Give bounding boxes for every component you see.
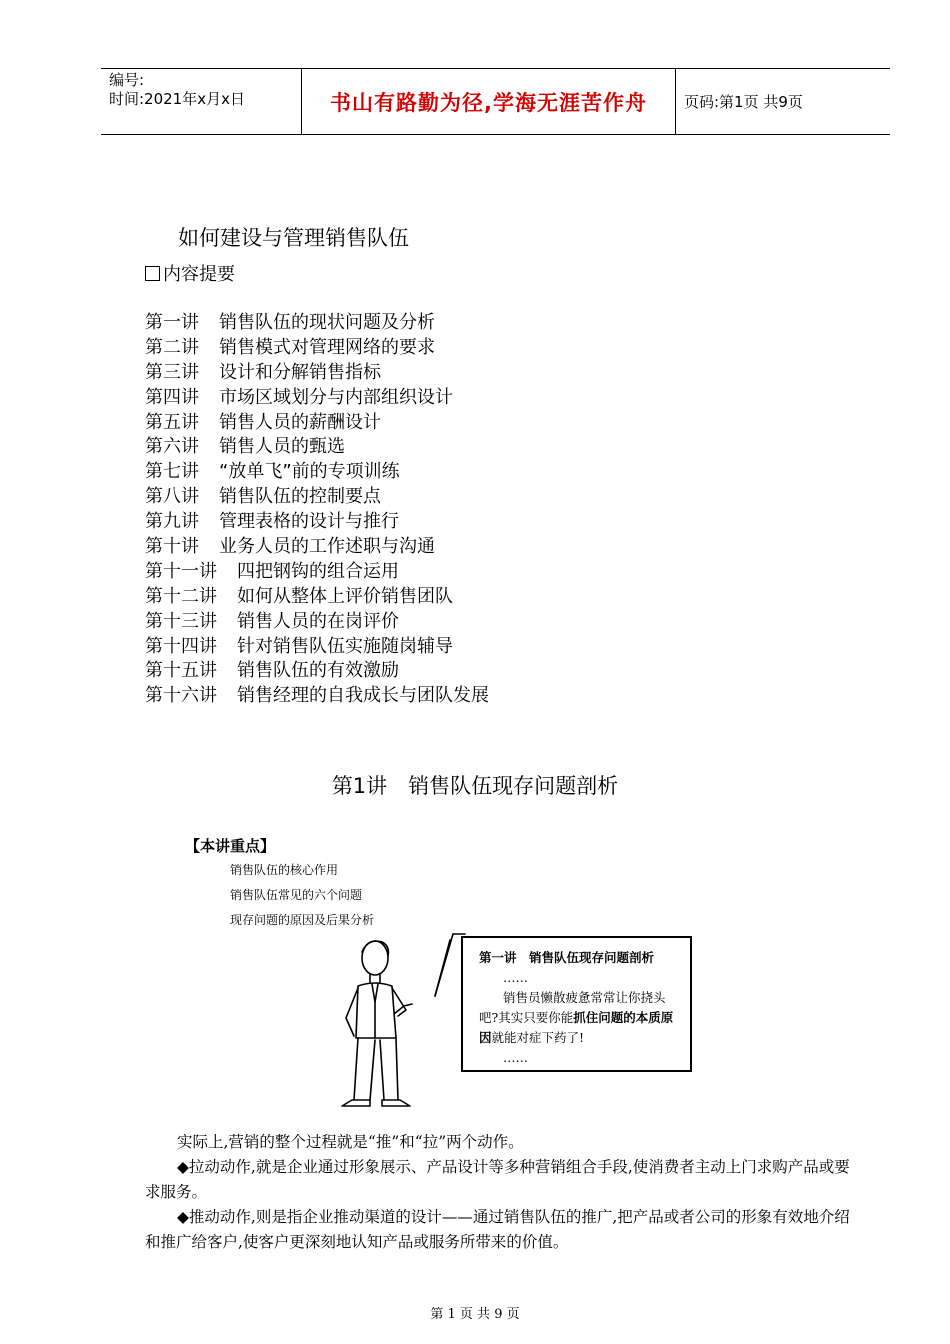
toc-title: 销售经理的自我成长与团队发展 [237,685,489,707]
toc-title: 针对销售队伍实施随岗辅导 [237,635,453,657]
toc-title: 销售队伍的控制要点 [219,486,381,508]
toc-number: 第六讲 [145,436,199,458]
toc-number: 第九讲 [145,511,199,533]
speech-box-ellipsis-end: …… [503,1050,528,1065]
toc-item [145,510,489,535]
document-title: 如何建设与管理销售队伍 [178,226,409,250]
toc-number: 第十一讲 [145,560,217,582]
toc-item [145,361,489,386]
toc-number: 第十讲 [145,536,199,558]
toc-title: 四把钢钩的组合运用 [237,560,399,582]
focus-item: 销售队伍的核心作用 [230,863,339,877]
focus-item: 现存问题的原因及后果分析 [230,913,375,927]
focus-label: 【本讲重点】 [185,837,276,855]
speech-box-ellipsis: …… [503,970,528,985]
header-page-number: 页码:第1页 共9页 [684,93,803,111]
page-footer: 第 1 页 共 9 页 [430,1307,520,1322]
toc-number: 第七讲 [145,461,199,483]
toc-title: 设计和分解销售指标 [219,361,381,383]
focus-item: 销售队伍常见的六个问题 [230,888,363,902]
toc-item [145,485,489,510]
toc-number: 第四讲 [145,386,199,408]
toc-item [145,610,489,635]
table-of-contents [145,311,489,709]
body-paragraph: 实际上,营销的整个过程就是“推”和“拉”两个动作。 [177,1133,524,1151]
document-time-label: 时间:2021年x月x日 [109,90,245,108]
toc-title: 业务人员的工作述职与沟通 [219,536,435,558]
speech-box [461,936,692,1072]
toc-number: 第八讲 [145,486,199,508]
header-meta [101,69,301,134]
toc-number: 第二讲 [145,336,199,358]
toc-title: 管理表格的设计与推行 [219,511,399,533]
speech-text-a: 销售员懒散疲惫常常让你挠头吧?其实只要你能 [479,990,666,1025]
toc-title: 销售人员的甄选 [219,436,345,458]
toc-item [145,435,489,460]
toc-number: 第三讲 [145,361,199,383]
speech-text-emphasis: 抓住问题的本质原因 [479,1010,674,1045]
focus-list [230,860,374,935]
toc-title: 市场区域划分与内部组织设计 [219,386,453,408]
toc-title: 销售队伍的现状问题及分析 [219,312,435,333]
toc-item [145,460,489,485]
toc-number: 第十四讲 [145,635,217,657]
checkbox-icon [145,266,160,281]
toc-number: 第十六讲 [145,685,217,707]
lecture-title: 第1讲 销售队伍现存问题剖析 [331,774,619,798]
body-paragraph: ◆推动动作,则是指企业推动渠道的设计——通过销售队伍的推广,把产品或者公司的形象有效地介绍和推广给客户,使客户更深刻地认知产品或服务所带来的价值。 [145,1208,850,1251]
toc-number: 第五讲 [145,411,199,433]
toc-item [145,684,489,709]
body-paragraph: ◆拉动动作,就是企业通过形象展示、产品设计等多种营销组合手段,使消费者主动上门求购产品或要求服务。 [145,1158,850,1201]
summary-label: 内容提要 [163,264,235,285]
toc-item [145,659,489,684]
speech-box-title: 第一讲 销售队伍现存问题剖析 [479,950,655,965]
toc-number: 第十三讲 [145,610,217,632]
toc-title: “放单飞”前的专项训练 [219,461,400,483]
speech-text-c: 就能对症下药了! [491,1030,585,1045]
toc-item [145,311,489,336]
toc-item [145,411,489,436]
page-header [101,68,890,135]
document-number-label: 编号: [109,71,145,89]
header-motto: 书山有路勤为径,学海无涯苦作舟 [301,69,676,134]
toc-number: 第十五讲 [145,660,217,682]
toc-title: 销售人员的薪酬设计 [219,411,381,433]
toc-title: 销售人员的在岗评价 [237,610,399,632]
toc-number: 第十二讲 [145,585,217,607]
toc-title: 如何从整体上评价销售团队 [237,585,453,607]
toc-item [145,336,489,361]
toc-item [145,635,489,660]
summary-heading [145,260,235,286]
toc-item [145,535,489,560]
toc-title: 销售模式对管理网络的要求 [219,336,435,358]
toc-title: 销售队伍的有效激励 [237,660,399,682]
body-text [145,1130,850,1255]
toc-number: 第一讲 [145,312,199,333]
toc-item [145,386,489,411]
toc-item [145,560,489,585]
speech-box-text [479,988,680,1048]
toc-item [145,585,489,610]
